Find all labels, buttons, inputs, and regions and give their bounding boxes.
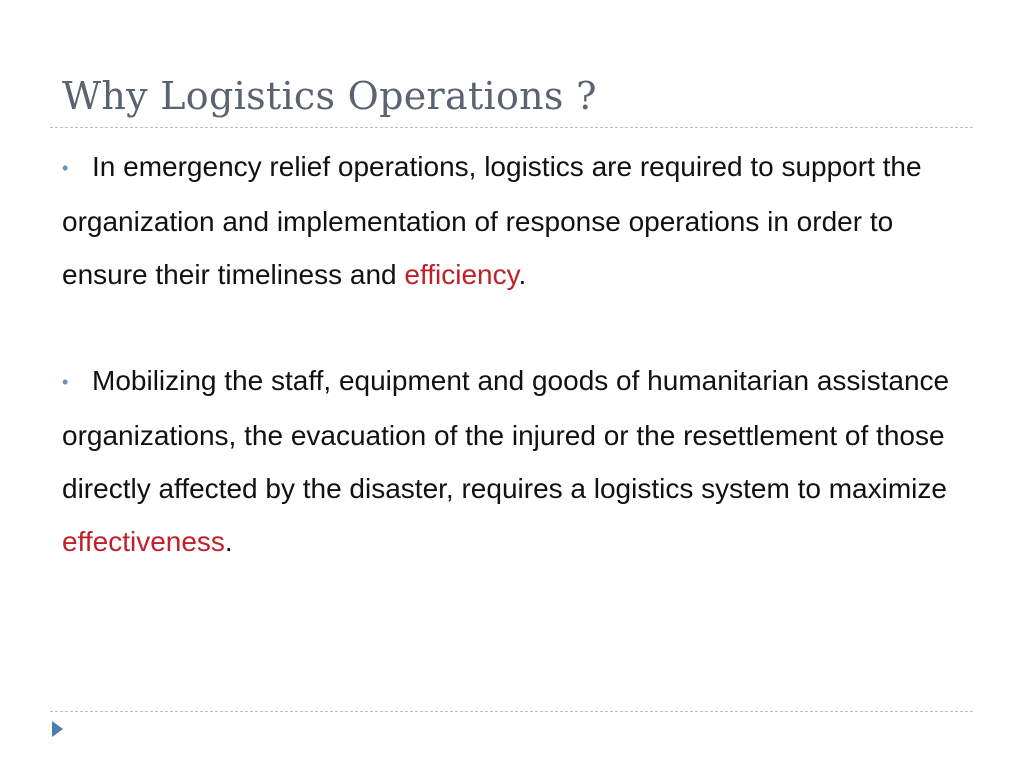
slide-title: Why Logistics Operations ? — [62, 74, 597, 118]
bullet-item-2 — [62, 354, 962, 568]
highlight-term: effectiveness — [62, 526, 225, 557]
bullet-icon: • — [62, 158, 69, 178]
bullet-end: . — [224, 526, 233, 557]
bullet-end: . — [518, 259, 527, 290]
play-icon — [52, 721, 63, 737]
footer-divider — [50, 711, 973, 712]
bullet-item-1 — [62, 140, 962, 301]
bullet-text: Mobilizing the staff, equipment and goods of humanitarian assistance organizations, the evacuation of the injured or the resettlement of those directly affected by the disaster, requires a logistics system to maximize — [62, 365, 950, 504]
bullet-text: In emergency relief operations, logistics are required to support the organization and implementation of response operations in order to ensure their timeliness and — [62, 151, 922, 290]
slide-body — [62, 140, 962, 568]
highlight-term: efficiency — [404, 259, 519, 290]
title-divider — [50, 127, 973, 128]
bullet-icon: • — [62, 372, 69, 392]
